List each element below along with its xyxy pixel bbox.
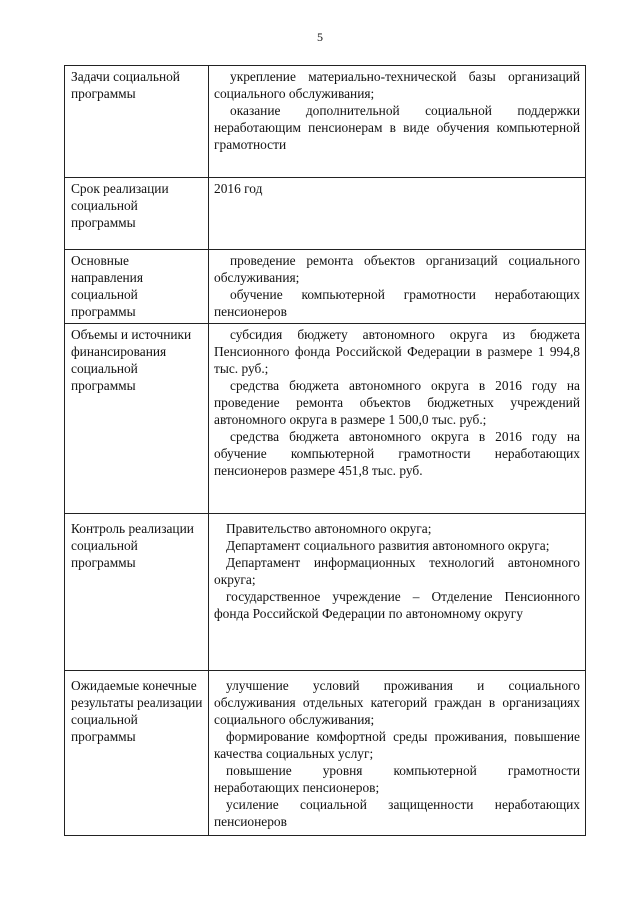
- list-item: средства бюджета автономного округа в 2016 году на проведение ремонта объектов бюджетных учреждений автономного округа в размере 1 500,0 тыс. руб.;: [214, 378, 580, 427]
- list-item: проведение ремонта объектов организаций социального обслуживания;: [214, 253, 580, 285]
- row-content: [209, 250, 586, 324]
- row-label: Задачи социальной программы: [65, 66, 209, 178]
- row-content: [209, 178, 586, 250]
- list-item: субсидия бюджету автономного округа из бюджета Пенсионного фонда Российской Федерации в размере 1 994,8 тыс. руб.;: [214, 327, 580, 376]
- list-item: укрепление материально-технической базы организаций социального обслуживания;: [214, 69, 580, 101]
- row-label: Ожидаемые конечные результаты реализации социальной программы: [65, 671, 209, 836]
- list-item: Департамент информационных технологий автономного округа;: [214, 555, 580, 587]
- list-item: Департамент социального развития автономного округа;: [226, 538, 550, 553]
- row-label: Основные направления социальной программы: [65, 250, 209, 324]
- list-item: Правительство автономного округа;: [226, 521, 432, 536]
- list-item: повышение уровня компьютерной грамотности неработающих пенсионеров;: [214, 763, 580, 795]
- list-item: улучшение условий проживания и социального обслуживания отдельных категорий граждан в организациях социального обслуживания;: [214, 678, 580, 727]
- row-content: [209, 514, 586, 671]
- list-item: обучение компьютерной грамотности неработающих пенсионеров: [214, 287, 580, 319]
- program-passport-table: [64, 65, 586, 836]
- list-item: 2016 год: [214, 181, 263, 196]
- table-row: [65, 250, 586, 324]
- table-row: [65, 324, 586, 514]
- row-content: [209, 671, 586, 836]
- list-item: средства бюджета автономного округа в 2016 году на обучение компьютерной грамотности неработающих пенсионеров размере 451,8 тыс. руб.: [214, 429, 580, 478]
- table-row: [65, 514, 586, 671]
- row-label: Срок реализации социальной программы: [65, 178, 209, 250]
- list-item: формирование комфортной среды проживания, повышение качества социальных услуг;: [214, 729, 580, 761]
- table-row: [65, 178, 586, 250]
- list-item: усиление социальной защищенности неработающих пенсионеров: [214, 797, 580, 829]
- row-content: [209, 66, 586, 178]
- list-item: государственное учреждение – Отделение Пенсионного фонда Российской Федерации по автономному округу: [214, 589, 580, 621]
- table-row: [65, 671, 586, 836]
- row-label: Контроль реализации социальной программы: [65, 514, 209, 671]
- row-content: [209, 324, 586, 514]
- row-label: Объемы и источники финансирования социальной программы: [65, 324, 209, 514]
- page-number: 5: [317, 30, 323, 44]
- list-item: оказание дополнительной социальной поддержки неработающим пенсионерам в виде обучения компьютерной грамотности: [214, 103, 580, 152]
- table-row: [65, 66, 586, 178]
